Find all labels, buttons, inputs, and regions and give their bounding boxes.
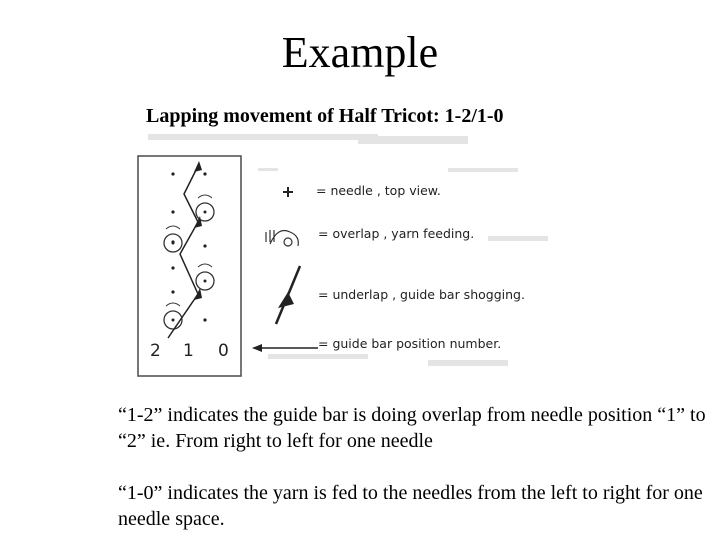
position-number: 2 [150,341,161,361]
underlap-icon [276,266,300,324]
note-overlap: “1-2” indicates the guide bar is doing overlap from needle position “1” to “2” ie. From right to left for one needle [118,404,706,452]
lapping-diagram-svg [128,128,568,384]
position-number: 0 [218,341,229,361]
legend-label-position: = guide bar position number. [318,336,502,351]
scan-noise [148,134,548,366]
slide-title: Example [281,28,439,77]
note-underlap: “1-0” indicates the yarn is fed to the needles from the left to right for one needle space. [118,482,703,530]
slide-subtitle: Lapping movement of Half Tricot: 1-2/1-0 [146,105,504,127]
legend-label-overlap: = overlap , yarn feeding. [318,226,475,241]
arrow-left-icon [252,344,318,352]
lapping-diagram [128,128,568,384]
legend-label-underlap: = underlap , guide bar shogging. [318,287,525,302]
overlap-loops [164,203,214,329]
position-number: 1 [183,341,194,361]
needle-dots [171,172,206,321]
needle-icon [283,187,293,197]
overlap-icon [266,230,298,246]
yarn-arrows [194,161,202,300]
legend-label-needle: = needle , top view. [316,183,441,198]
